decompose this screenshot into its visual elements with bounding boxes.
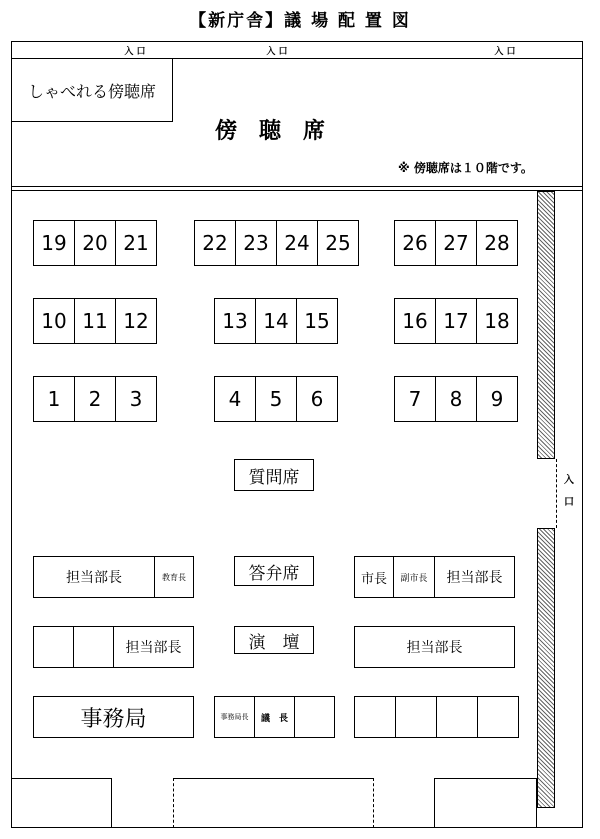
seat: 19 [33, 220, 75, 266]
seat: 10 [33, 298, 75, 344]
entrance-right-side: 入 口 [564, 475, 574, 508]
seat: 26 [394, 220, 436, 266]
desk-empty [354, 696, 396, 738]
right-wall-lower [537, 528, 555, 808]
bottom-center-door [173, 778, 374, 828]
seat-group-middle-center [214, 298, 338, 344]
seat: 20 [75, 220, 116, 266]
seat: 5 [256, 376, 297, 422]
entrance-top-right: 入 口 [494, 47, 516, 57]
chair-desk: 議 長 [254, 696, 295, 738]
dept-head-desk-right-top: 担当部長 [434, 556, 515, 598]
seat: 28 [477, 220, 518, 266]
desk-empty [478, 696, 519, 738]
seat: 24 [277, 220, 318, 266]
bottom-right-room [434, 778, 537, 828]
gallery-divider-bottom [11, 190, 583, 191]
gallery-note: ※ 傍聴席は１０階です。 [398, 161, 533, 175]
desk-empty [73, 626, 114, 668]
seat-group-back-right [394, 220, 518, 266]
desk-empty [33, 626, 74, 668]
page-title: 【新庁舎】議 場 配 置 図 [189, 11, 411, 31]
seat: 25 [318, 220, 359, 266]
education-chief-desk: 教育長 [154, 556, 194, 598]
seat: 17 [436, 298, 477, 344]
right-wall-upper [537, 191, 555, 459]
question-seat: 質問席 [234, 459, 314, 491]
seat: 6 [297, 376, 338, 422]
entrance-top-middle: 入 口 [266, 47, 288, 57]
dept-head-desk-left-mid: 担当部長 [113, 626, 194, 668]
seat: 14 [256, 298, 297, 344]
seat-group-front-left [33, 376, 157, 422]
deputy-mayor-desk: 副市長 [393, 556, 435, 598]
seat-group-middle-left [33, 298, 157, 344]
seat: 13 [214, 298, 256, 344]
mayor-desk: 市長 [354, 556, 394, 598]
seat: 3 [116, 376, 157, 422]
seat: 16 [394, 298, 436, 344]
seat-group-middle-right [394, 298, 518, 344]
seat: 1 [33, 376, 75, 422]
secretariat-chief-desk: 事務局長 [214, 696, 255, 738]
seat: 23 [236, 220, 277, 266]
answer-seat: 答弁席 [234, 556, 314, 586]
seat: 15 [297, 298, 338, 344]
desk-empty [437, 696, 478, 738]
seat-group-back-left [33, 220, 157, 266]
seat: 21 [116, 220, 157, 266]
talk-booth: しゃべれる傍聴席 [11, 58, 173, 122]
seat: 8 [436, 376, 477, 422]
seat-group-back-center [194, 220, 359, 266]
rostrum: 演 壇 [234, 626, 314, 654]
seat-group-front-center [214, 376, 338, 422]
desk-empty [294, 696, 335, 738]
entrance-top-left: 入 口 [124, 47, 146, 57]
seat: 18 [477, 298, 518, 344]
seat: 12 [116, 298, 157, 344]
seat: 22 [194, 220, 236, 266]
seat-group-front-right [394, 376, 518, 422]
gallery-label: 傍 聴 席 [214, 119, 325, 144]
seat: 2 [75, 376, 116, 422]
desk-empty [396, 696, 437, 738]
dept-head-desk-right-mid: 担当部長 [354, 626, 515, 668]
secretariat-desk: 事務局 [33, 696, 194, 738]
seat: 4 [214, 376, 256, 422]
seat: 27 [436, 220, 477, 266]
seat: 9 [477, 376, 518, 422]
desk-group-bottom-right [354, 696, 519, 738]
seat: 11 [75, 298, 116, 344]
right-entrance-door [556, 459, 557, 528]
seat: 7 [394, 376, 436, 422]
bottom-left-room [11, 778, 112, 828]
gallery-divider-top [11, 186, 583, 187]
dept-head-desk-left-top: 担当部長 [33, 556, 155, 598]
